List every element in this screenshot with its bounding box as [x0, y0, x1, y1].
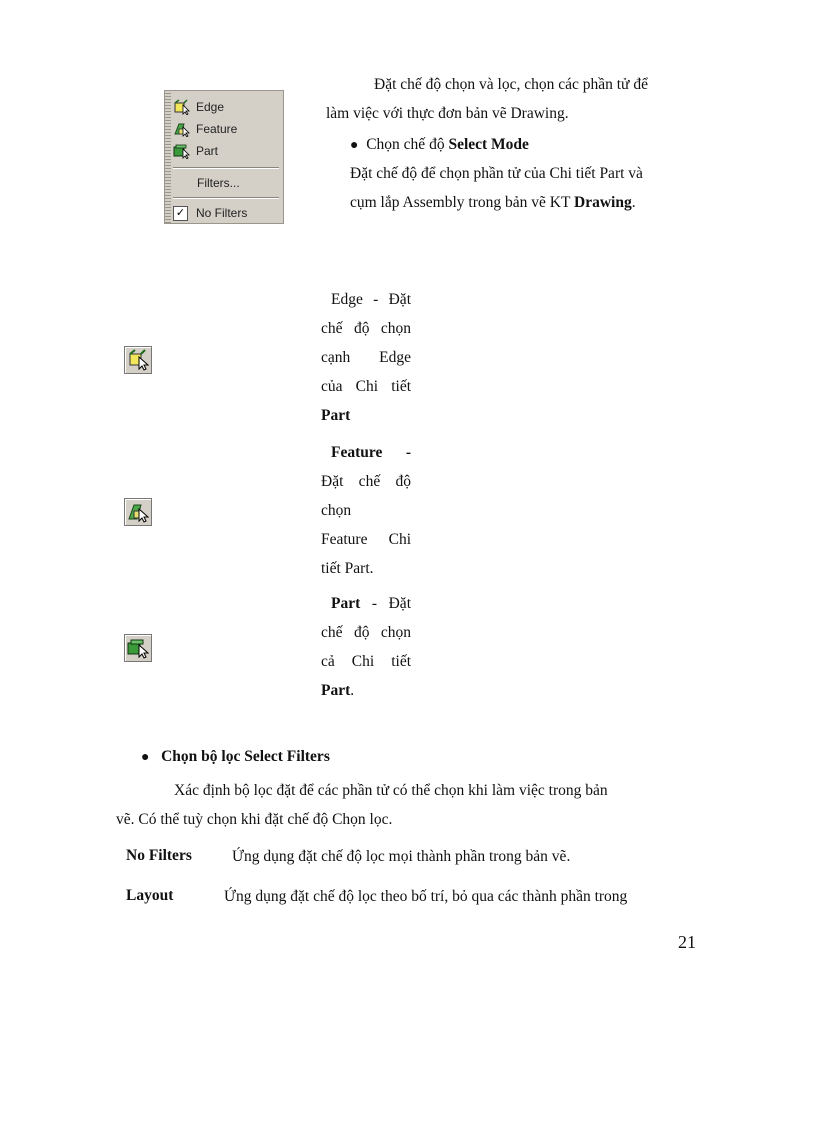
- intro-desc-2-end: .: [631, 194, 636, 211]
- intro-line-1: Đặt chế độ chọn và lọc, chọn các phần tử để: [374, 76, 648, 93]
- edge-line-3: cạnh Edge: [321, 349, 411, 366]
- feature-mode-description: [321, 438, 411, 583]
- part-term-bold: Part: [321, 682, 351, 699]
- bullet-icon: ●: [141, 750, 150, 765]
- menu-item-filters-label: Filters...: [197, 176, 240, 190]
- edge-select-icon: [125, 347, 151, 373]
- edge-line-4: của Chi tiết: [321, 378, 411, 395]
- feature-line-4: tiết Part.: [321, 560, 374, 577]
- edge-select-icon: [173, 99, 191, 115]
- menu-item-filters[interactable]: [197, 173, 240, 193]
- filter-term-no-filters: No Filters: [126, 847, 192, 864]
- menu-item-edge[interactable]: [173, 97, 224, 117]
- filter-term-layout: Layout: [126, 887, 174, 904]
- page-number: 21: [678, 932, 696, 952]
- menu-item-feature[interactable]: [173, 119, 237, 139]
- menu-item-edge-label: Edge: [196, 100, 225, 114]
- part-head-rest: - Đặt: [360, 595, 411, 612]
- select-mode-title: Select Mode: [448, 136, 529, 153]
- part-mode-description: [321, 589, 411, 705]
- part-term: Part: [331, 595, 361, 612]
- intro-desc-2-text: cụm lắp Assembly trong bản vẽ KT: [350, 194, 575, 211]
- part-select-icon: [173, 143, 191, 159]
- part-line-head: [321, 589, 411, 618]
- feature-mode-button[interactable]: [124, 498, 152, 526]
- feature-line-1: Đặt chế độ: [321, 473, 411, 490]
- part-select-icon: [125, 635, 151, 661]
- select-mode-menu: [164, 90, 284, 224]
- part-line-3-end: .: [350, 682, 355, 699]
- select-filters-bullet: [141, 742, 330, 772]
- menu-item-feature-label: Feature: [196, 122, 238, 136]
- edge-part-term: Part: [321, 407, 351, 424]
- feature-line-2: chọn: [321, 502, 352, 519]
- drawing-term: Drawing: [574, 194, 632, 211]
- menu-separator: [173, 197, 279, 199]
- edge-mode-description: [321, 285, 411, 430]
- part-line-2: cả Chi tiết: [321, 653, 411, 670]
- intro-desc-1: Đặt chế độ để chọn phần tử của Chi tiết Part và: [350, 165, 643, 182]
- check-icon: ✓: [173, 206, 188, 221]
- filters-para-2: vẽ. Có thể tuỳ chọn khi đặt chế độ Chọn lọc.: [116, 811, 393, 828]
- intro-line-2: làm việc với thực đơn bản vẽ Drawing.: [326, 105, 569, 122]
- edge-line-1: Edge - Đặt: [331, 291, 411, 308]
- filter-desc-no-filters: Ứng dụng đặt chế độ lọc mọi thành phần trong bản vẽ.: [232, 848, 571, 865]
- edge-mode-button[interactable]: [124, 346, 152, 374]
- menu-separator: [173, 167, 279, 169]
- select-mode-bullet: [350, 130, 529, 160]
- menu-item-part[interactable]: [173, 141, 218, 161]
- edge-line-2: chế độ chọn: [321, 320, 411, 337]
- bullet-icon: ●: [350, 138, 359, 153]
- feature-term: Feature -: [331, 444, 411, 461]
- menu-gripper: [165, 91, 171, 223]
- filters-para-1: Xác định bộ lọc đặt để các phần tử có thể chọn khi làm việc trong bản: [174, 782, 608, 799]
- part-mode-button[interactable]: [124, 634, 152, 662]
- select-mode-prefix: Chọn chế độ: [366, 136, 449, 153]
- feature-select-icon: [173, 121, 191, 137]
- menu-item-no-filters[interactable]: [173, 203, 247, 223]
- menu-item-part-label: Part: [196, 144, 219, 158]
- filter-desc-layout: Ứng dụng đặt chế độ lọc theo bố trí, bỏ qua các thành phần trong: [224, 888, 628, 905]
- intro-desc-2: [350, 188, 636, 217]
- feature-select-icon: [125, 499, 151, 525]
- select-filters-title: Chọn bộ lọc Select Filters: [161, 748, 330, 765]
- menu-item-no-filters-label: No Filters: [196, 206, 248, 220]
- feature-line-3: Feature Chi: [321, 531, 411, 548]
- part-line-1: chế độ chọn: [321, 624, 411, 641]
- part-line-3: [321, 676, 411, 705]
